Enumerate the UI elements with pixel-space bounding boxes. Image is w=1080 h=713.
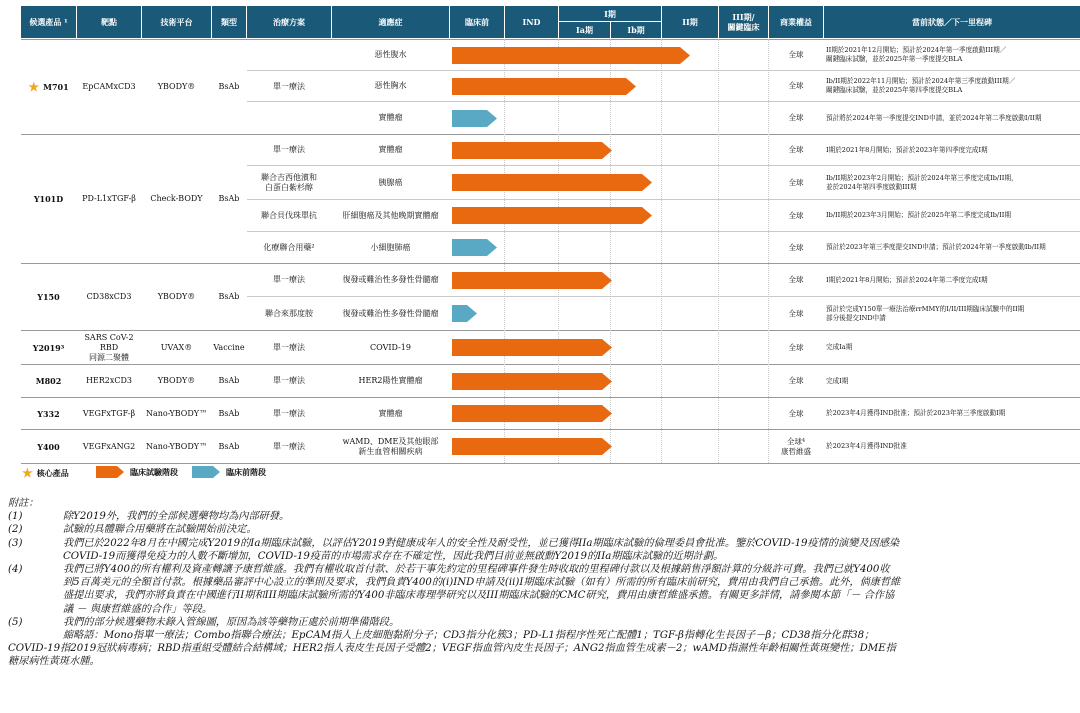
header-target: 靶點 <box>77 6 141 38</box>
rights-cell: 全球 <box>788 308 804 318</box>
header-rights: 商業權益 <box>769 6 823 38</box>
note-text: 除Y2019外，我們的全部候選藥物均為內部研發。 <box>63 511 290 523</box>
clinical-progress-arrow <box>452 78 636 95</box>
rights-label: 全球⁴ 康哲維盛 <box>781 436 811 456</box>
legend-core <box>22 466 69 480</box>
indication-cell: 惡性腹水 <box>374 50 407 59</box>
indication-cell: COVID-19 <box>370 342 411 352</box>
platform-cell: YBODY® <box>157 82 196 91</box>
clinical-progress-arrow <box>452 405 612 422</box>
therapy-cell: 單一療法 <box>273 275 305 284</box>
candidate-name <box>21 331 76 364</box>
status-cell: I期於2021年8月開始；預計於2024年第二季度完成I期 <box>826 275 988 284</box>
stage-divider <box>504 39 505 463</box>
header-phase1: I期 <box>559 6 661 21</box>
status-cell: Ib/II期於2023年2月開始；預計於2024年第三季度完成Ib/II期， 並於2024年第四季度啟動III期 <box>826 173 1018 191</box>
candidate-name <box>21 398 76 429</box>
preclinical-progress-arrow <box>452 305 477 322</box>
indication-cell: 實體瘤 <box>378 408 403 418</box>
status-cell: 完成Ia期 <box>826 343 853 351</box>
rights-cell: 全球 <box>788 210 804 220</box>
note-items <box>8 510 1078 629</box>
preclinical-progress-arrow <box>452 239 497 256</box>
preclinical-progress-arrow <box>452 110 497 127</box>
candidate-label: Y400 <box>37 441 60 452</box>
legend-clinical-label: 臨床試驗階段 <box>130 466 178 477</box>
abbreviations <box>8 629 1078 669</box>
type-cell: BsAb <box>218 194 240 203</box>
abbreviation-line: COVID-19指2019冠狀病毒病；RBD指重組受體結合結構域；HER2指人表皮生長因子受體2；VEGF指血管內皮生長因子；ANG2指血管生成素－2；wAMD指濕性年齡相關性黃斑變性；DME指 <box>8 643 896 655</box>
candidate-label: Y2019³ <box>32 342 65 353</box>
clinical-progress-arrow <box>452 207 652 224</box>
candidate-name <box>21 135 76 263</box>
rights-cell: 全球 <box>788 376 804 385</box>
row-divider <box>21 463 1080 464</box>
type-cell: BsAb <box>218 292 240 301</box>
status-cell: I期於2021年8月開始；預計於2023年第四季度完成I期 <box>826 145 988 154</box>
therapy-cell: 聯合吉西他濱和 白蛋白紫杉醇 <box>261 172 317 192</box>
note-number: (5) <box>8 616 23 628</box>
status-cell: Ib/II期於2022年11月開始；預計於2024年第三季度啟動III期／ 關鍵臨床試驗，並於2025年第四季度提交BLA <box>826 77 1016 94</box>
type-cell: Vaccine <box>213 342 245 352</box>
platform-cell: YBODY® <box>157 376 196 385</box>
platform-cell: UVAX® <box>160 342 193 352</box>
clinical-arrow-icon <box>96 466 124 478</box>
indication-cell: 惡性胸水 <box>374 81 407 90</box>
header-preclinical: 臨床前 <box>450 6 504 38</box>
therapy-cell: 單一療法 <box>273 441 305 451</box>
header-type: 類型 <box>212 6 246 38</box>
legend-preclinical-label: 臨床前階段 <box>226 466 266 477</box>
status-cell: 於2023年4月獲得IND批准 <box>826 442 907 450</box>
rights-cell: 全球 <box>788 81 804 90</box>
therapy-cell: 單一療法 <box>273 376 305 385</box>
target-cell: CD38xCD3 <box>86 292 132 301</box>
candidate-label: M701 <box>43 82 69 92</box>
target-cell: VEGFxANG2 <box>82 441 136 451</box>
footnotes <box>8 497 1078 669</box>
status-cell: 預計於完成Y150單一療法治療rrMMY的I/II/III期臨床試驗中的II期 部分後提交IND申請 <box>826 304 1025 322</box>
platform-cell: Nano-YBODY™ <box>145 441 208 451</box>
target-cell: VEGFxTGF-β <box>82 408 136 418</box>
clinical-progress-arrow <box>452 438 612 455</box>
clinical-progress-arrow <box>452 174 652 191</box>
indication-cell: wAMD、DME及其他眼部 新生血管相關疾病 <box>342 436 439 456</box>
status-cell: II期於2021年12月開始；預計於2024年第一季度啟動III期／ 關鍵臨床試驗，並於2025年第一季度提交BLA <box>826 46 1007 63</box>
rights-cell: 全球 <box>788 408 804 418</box>
candidate-name <box>21 365 76 397</box>
star-icon: ★ <box>28 80 40 94</box>
rights-cell: 全球 <box>788 50 804 59</box>
indication-cell: 實體瘤 <box>378 113 403 122</box>
note-continuation: 到5百萬美元的全額首付款。根據藥品審評中心設立的準則及要求，我們負責Y400的(i)IND申請及(ii)I期臨床試驗（如有）所需的所有臨床前研究，費用由我們自己承擔。此外，倘康哲維 <box>63 577 901 589</box>
indication-cell: 肝細胞癌及其他晚期實體瘤 <box>342 210 439 220</box>
note-item <box>8 537 1078 550</box>
header-phase3: III期/ 關鍵臨床 <box>719 6 768 38</box>
status-cell: 預計於2023年第三季度提交IND申請；預計於2024年第一季度啟動Ib/II期 <box>826 243 1046 251</box>
rights-cell: 全球 <box>788 275 804 284</box>
header-phase1a: Ia期 <box>559 22 610 38</box>
note-number: (2) <box>8 524 23 536</box>
candidate-label: Y150 <box>37 292 60 302</box>
indication-cell: 復發或難治性多發性骨髓瘤 <box>342 275 439 284</box>
clinical-progress-arrow <box>452 142 612 159</box>
rights-cell: 全球 <box>788 145 804 154</box>
indication-cell: 小細胞肺癌 <box>370 242 411 252</box>
clinical-progress-arrow <box>452 339 612 356</box>
legend-clinical <box>96 466 178 478</box>
platform-cell: Check-BODY <box>150 194 203 203</box>
therapy-cell: 單一療法 <box>273 81 305 91</box>
star-icon: ★ <box>22 466 33 480</box>
therapy-cell: 單一療法 <box>273 408 305 418</box>
therapy-cell: 聯合貝伐珠單抗 <box>261 210 317 220</box>
indication-cell: 復發或難治性多發性骨髓瘤 <box>342 308 439 318</box>
rights-cell <box>769 430 823 463</box>
stage-divider <box>718 39 719 463</box>
candidate-label: M802 <box>35 376 62 386</box>
header-indication: 適應症 <box>332 6 449 38</box>
rights-cell: 全球 <box>788 242 804 252</box>
target-cell: EpCAMxCD3 <box>82 82 136 91</box>
header-phase1b: Ib期 <box>611 22 661 38</box>
note-item <box>8 563 1078 576</box>
header-status: 當前狀態／下一里程碑 <box>824 6 1080 38</box>
rights-cell: 全球 <box>788 342 804 352</box>
type-cell: BsAb <box>218 408 240 418</box>
header-candidate: 候選產品 ¹ <box>21 6 76 38</box>
type-cell: BsAb <box>218 441 240 451</box>
note-continuation: COVID-19而獲得免疫力的人數不斷增加，COVID-19疫苗的市場需求存在不確定性，因此我們目前並無啟動Y2019的IIa期臨床試驗的近期計劃。 <box>63 550 724 562</box>
note-item <box>8 523 1078 536</box>
note-number: (4) <box>8 564 23 576</box>
candidate-name <box>21 264 76 330</box>
note-text: 我們已將Y400的所有權利及資產轉讓予康哲維盛。我們有權收取首付款、於若干事先約定的里程碑事件發生時收取的里程碑付款以及根據銷售淨額計算的分級許可費。我們已就Y400收 <box>63 564 890 576</box>
header-ind: IND <box>505 6 558 38</box>
header-platform: 技術平台 <box>142 6 211 38</box>
note-text: 我們的部分候選藥物未錄入管線圖，原因為該等藥物正處於前期準備階段。 <box>63 616 400 628</box>
candidate-name <box>21 40 76 134</box>
candidate-label: Y101D <box>33 194 64 204</box>
rights-cell: 全球 <box>788 113 804 122</box>
indication-cell: HER2陽性實體瘤 <box>358 376 423 385</box>
notes-title: 附註： <box>8 498 39 509</box>
target-cell: HER2xCD3 <box>85 376 133 385</box>
note-text: 我們已於2022年8月在中國完成Y2019的Ia期臨床試驗，以評估Y2019對健康成年人的安全性及耐受性，並已獲得IIa期臨床試驗的倫理委員會批准。鑒於COVID-19疫情的演變及因感染 <box>63 537 900 549</box>
platform-cell: Nano-YBODY™ <box>145 408 208 418</box>
note-number: (3) <box>8 537 23 549</box>
preclinical-arrow-icon <box>192 466 220 478</box>
legend-core-label: 核心產品 <box>36 467 69 478</box>
status-cell: 完成I期 <box>826 376 849 385</box>
rights-cell: 全球 <box>788 177 804 187</box>
status-cell: 於2023年4月獲得IND批准；預計於2023年第三季度啟動I期 <box>826 409 1006 417</box>
therapy-cell: 化療聯合用藥² <box>263 242 315 252</box>
clinical-progress-arrow <box>452 272 612 289</box>
legend-preclinical <box>192 466 266 478</box>
clinical-progress-arrow <box>452 47 690 64</box>
note-text: 試驗的具體聯合用藥將在試驗開始前決定。 <box>63 524 257 536</box>
indication-cell: 胰腺癌 <box>378 177 403 187</box>
candidate-name <box>21 430 76 463</box>
clinical-progress-arrow <box>452 373 612 390</box>
target-cell: SARS CoV-2 RBD 同源二聚體 <box>84 332 134 362</box>
status-cell: Ib/II期於2023年3月開始；預計於2025年第二季度完成Ib/II期 <box>826 211 1011 219</box>
therapy-cell: 聯合來那度胺 <box>265 308 313 318</box>
stage-divider <box>610 39 611 463</box>
platform-cell: YBODY® <box>157 292 196 301</box>
header-therapy: 治療方案 <box>247 6 331 38</box>
therapy-cell: 單一療法 <box>273 342 305 352</box>
abbreviation-line: 縮略語：Mono指單一療法；Combo指聯合療法；EpCAM指人上皮細胞黏附分子；CD3指分化簇3；PD-L1指程序性死亡配體1；TGF-β指轉化生長因子－β；CD38指分化群38； <box>63 630 875 642</box>
note-item <box>8 510 1078 523</box>
note-continuation: 議 － 與康哲維盛的合作」等段。 <box>63 603 213 615</box>
candidate-label: Y332 <box>37 408 60 419</box>
status-cell: 預計將於2024年第一季度提交IND申請，並於2024年第二季度啟動I/II期 <box>826 113 1042 122</box>
abbreviation-line: 糖尿病性黃斑水腫。 <box>8 656 100 668</box>
note-number: (1) <box>8 511 23 523</box>
target-cell: PD-L1xTGF-β <box>82 194 136 203</box>
therapy-cell: 單一療法 <box>273 145 305 154</box>
type-cell: BsAb <box>218 82 240 91</box>
note-item <box>8 616 1078 629</box>
type-cell: BsAb <box>218 376 240 385</box>
stage-divider <box>661 39 662 463</box>
stage-divider <box>558 39 559 463</box>
header-phase2: II期 <box>662 6 718 38</box>
indication-cell: 實體瘤 <box>378 145 403 154</box>
note-continuation: 盛提出要求，我們亦將負責在中國進行II期和III期臨床試驗所需的Y400非臨床毒理學研究以及III期臨床試驗的CMC研究，費用由康哲維盛承擔。有關更多詳情，請參閱本節「－ 合作協 <box>63 590 895 602</box>
